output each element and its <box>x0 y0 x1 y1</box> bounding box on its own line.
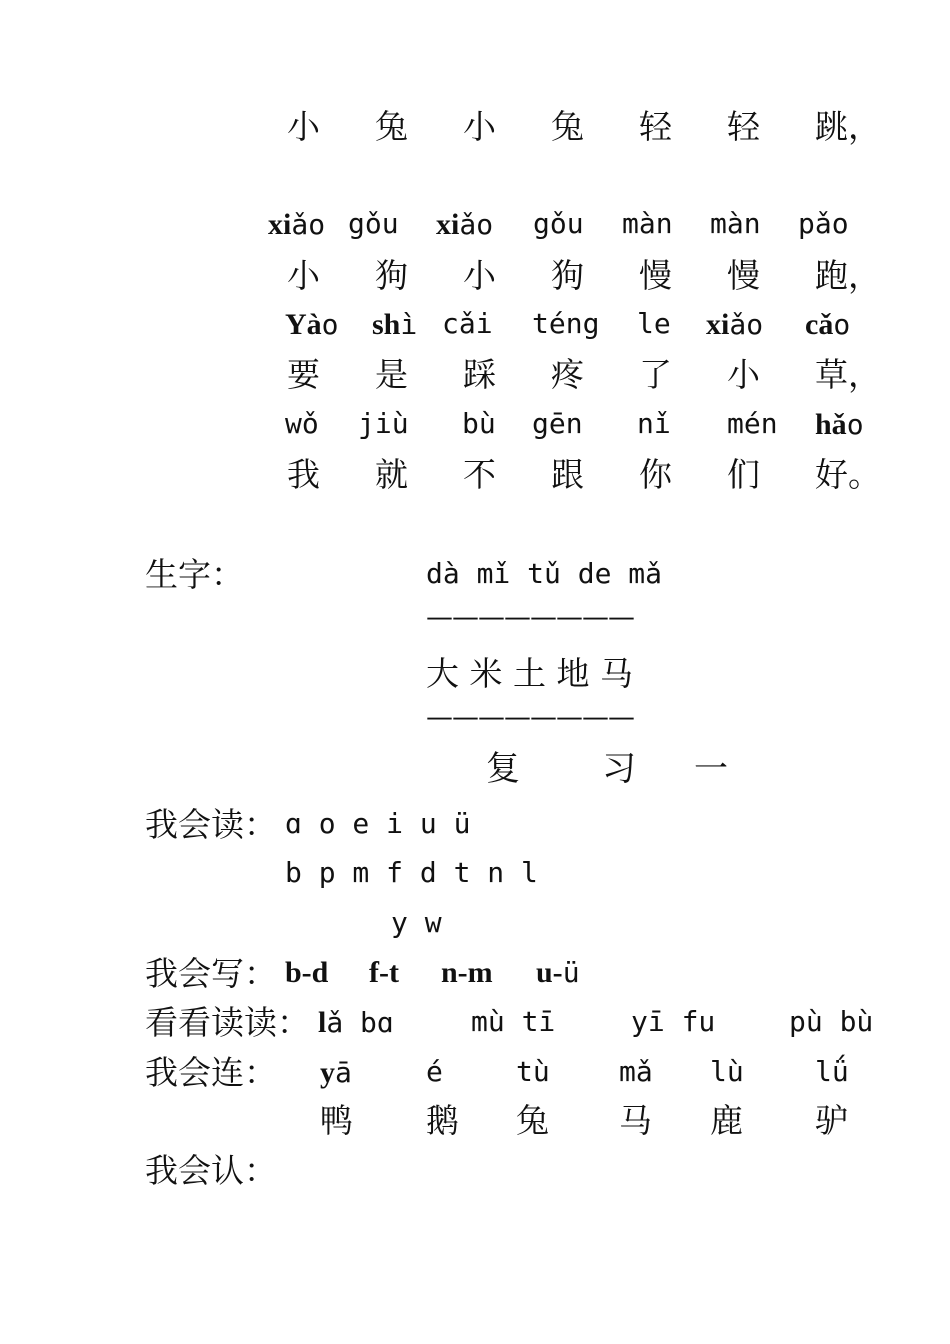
connect-char: 鹿 <box>710 1101 743 1140</box>
connect-pinyin: yā <box>320 1056 352 1089</box>
section-title: 一 <box>694 749 728 789</box>
poem-char: 轻 <box>639 107 672 146</box>
poem-pinyin: téng <box>532 307 600 340</box>
poem-pinyin: cǎo <box>805 308 851 341</box>
poem-char: 好。 <box>815 455 881 494</box>
poem-char: 你 <box>639 455 672 494</box>
poem-pinyin: gǒu <box>533 207 584 240</box>
shengzi-label: 生字： <box>145 555 244 594</box>
poem-pinyin: Yào <box>285 308 339 341</box>
connect-pinyin: mǎ <box>619 1055 653 1088</box>
read-row: b p m f d t n l <box>285 856 538 889</box>
poem-pinyin: mén <box>727 407 778 440</box>
write-pair: n-m <box>441 956 493 989</box>
write-pair: f-t <box>369 956 399 989</box>
shengzi-chars: 大 米 土 地 马 <box>426 654 633 693</box>
poem-char: 慢 <box>727 256 760 295</box>
poem-pinyin: cǎi <box>442 307 493 340</box>
poem-char: 草， <box>815 355 881 394</box>
shengzi-underline: ———————— <box>426 602 634 633</box>
poem-char: 是 <box>375 355 408 394</box>
poem-char: 疼 <box>551 355 584 394</box>
poem-pinyin: gēn <box>532 407 583 440</box>
poem-pinyin: gǒu <box>348 207 399 240</box>
look-word: pù bù <box>789 1005 874 1038</box>
look-word: mù tī <box>471 1005 556 1038</box>
poem-char: 小 <box>463 107 496 146</box>
poem-char: 跟 <box>551 455 584 494</box>
section-title: 习 <box>602 749 636 789</box>
write-pair: u-ü <box>536 956 580 989</box>
poem-pinyin: le <box>637 307 671 340</box>
poem-char: 了 <box>639 355 672 394</box>
connect-label: 我会连： <box>145 1053 277 1092</box>
shengzi-pinyin: dà mǐ tǔ de mǎ <box>426 557 663 590</box>
read-row: ɑ o e i u ü <box>285 807 471 840</box>
poem-char: 要 <box>287 355 320 394</box>
poem-char: 轻 <box>727 107 760 146</box>
connect-pinyin: tù <box>516 1055 550 1088</box>
look-word: yī fu <box>631 1005 716 1038</box>
poem-pinyin: jiù <box>358 407 409 440</box>
look-word: lǎ bɑ <box>318 1006 394 1039</box>
poem-pinyin: hǎo <box>815 408 864 441</box>
poem-pinyin: pǎo <box>798 207 849 240</box>
connect-char: 鹅 <box>426 1101 459 1140</box>
poem-pinyin: xiǎo <box>706 308 764 341</box>
poem-pinyin: màn <box>710 207 761 240</box>
connect-pinyin: lù <box>710 1055 744 1088</box>
connect-char: 马 <box>619 1101 652 1140</box>
poem-char: 狗 <box>551 256 584 295</box>
poem-pinyin: wǒ <box>285 407 319 440</box>
poem-pinyin: nǐ <box>637 407 671 440</box>
poem-char: 兔 <box>551 107 584 146</box>
section-title: 复 <box>486 749 520 789</box>
poem-char: 跑， <box>815 256 881 295</box>
poem-char: 跳， <box>815 107 881 146</box>
connect-char: 驴 <box>815 1101 848 1140</box>
poem-pinyin: xiǎo <box>268 208 326 241</box>
connect-char: 鸭 <box>320 1101 353 1140</box>
write-label: 我会写： <box>145 954 277 993</box>
poem-char: 慢 <box>639 256 672 295</box>
poem-char: 们 <box>727 455 760 494</box>
poem-pinyin: màn <box>622 207 673 240</box>
poem-char: 小 <box>727 355 760 394</box>
poem-char: 狗 <box>375 256 408 295</box>
poem-char: 不 <box>463 455 496 494</box>
connect-pinyin: lǘ <box>815 1055 849 1088</box>
shengzi-underline: ———————— <box>426 702 634 733</box>
poem-pinyin: bù <box>462 407 496 440</box>
read-label: 我会读： <box>145 805 277 844</box>
recognize-label: 我会认： <box>145 1151 277 1190</box>
connect-char: 兔 <box>516 1101 549 1140</box>
poem-char: 兔 <box>375 107 408 146</box>
poem-char: 就 <box>375 455 408 494</box>
poem-pinyin: shì <box>372 308 418 341</box>
poem-char: 小 <box>287 256 320 295</box>
write-pair: b-d <box>285 956 329 989</box>
connect-pinyin: é <box>426 1055 443 1088</box>
look-label: 看看读读： <box>145 1003 310 1042</box>
poem-char: 我 <box>287 455 320 494</box>
poem-char: 踩 <box>463 355 496 394</box>
poem-char: 小 <box>463 256 496 295</box>
poem-char: 小 <box>287 107 320 146</box>
poem-pinyin: xiǎo <box>436 208 494 241</box>
read-row: y w <box>391 906 442 939</box>
